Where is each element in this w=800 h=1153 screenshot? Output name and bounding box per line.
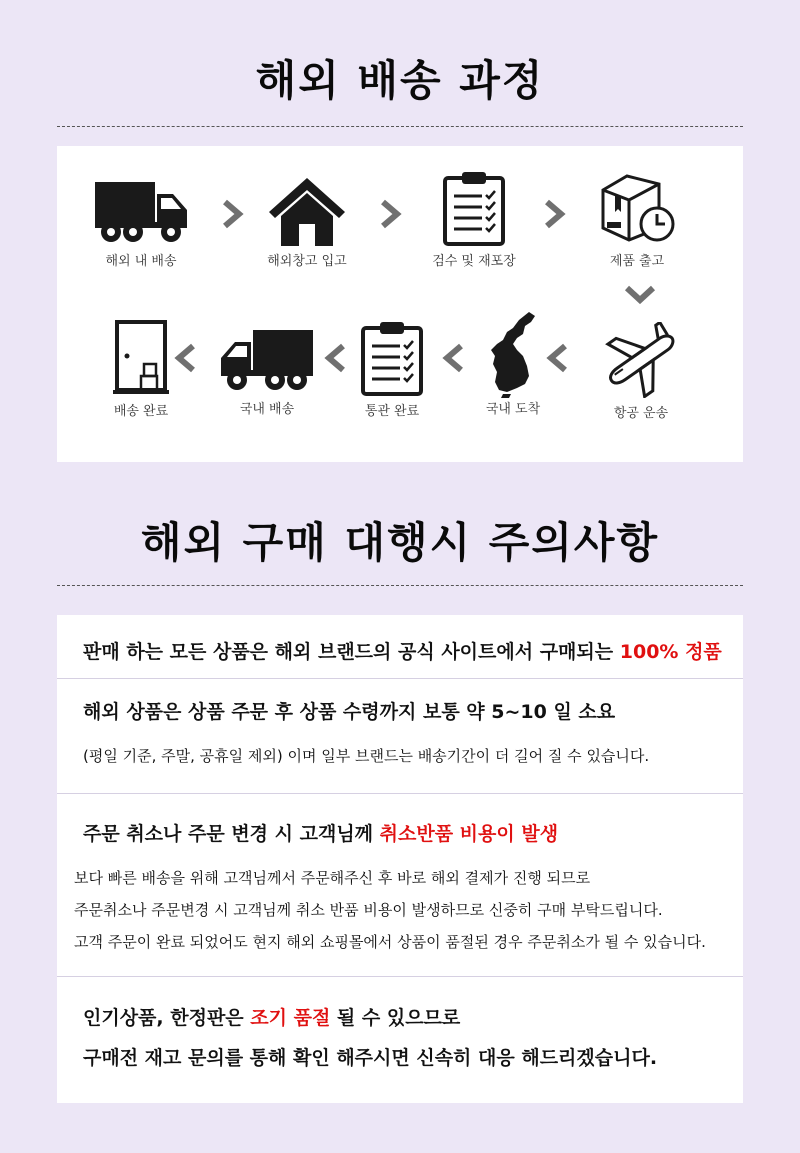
- step-label: 검수 및 재포장: [432, 254, 516, 269]
- step-inspection-repack: [414, 170, 534, 269]
- title-divider: [57, 585, 743, 586]
- airplane-icon: [601, 322, 681, 398]
- chevron-down-icon: [623, 284, 657, 306]
- section-divider: [57, 678, 743, 679]
- truck-icon: [93, 176, 189, 246]
- sold-out-line: [83, 1003, 460, 1030]
- cancel-fee-text: 주문 취소나 주문 변경 시 고객님께: [83, 823, 380, 845]
- notice-title: 해외 구매 대행시 주의사항: [140, 518, 660, 567]
- cancel-fee-highlight: 취소반품 비용이 발생: [379, 823, 559, 845]
- house-icon: [267, 176, 347, 246]
- truck-icon: [219, 324, 315, 394]
- clipboard-check-icon: [442, 170, 506, 246]
- chevron-right-icon: [543, 198, 567, 230]
- step-customs-clearance: [332, 320, 452, 419]
- delivery-time-note: (평일 기준, 주말, 공휴일 제외) 이며 일부 브랜드는 배송기간이 더 길어 질 수 있습니다.: [83, 747, 650, 765]
- step-delivery-complete: [81, 320, 201, 419]
- step-label: 제품 출고: [609, 254, 665, 269]
- step-air-transport: [581, 322, 701, 421]
- section-divider: [57, 793, 743, 794]
- cancel-fee-detail-3: 고객 주문이 완료 되었어도 현지 해외 쇼핑몰에서 상품이 품절된 경우 주문취소가 될 수 있습니다.: [74, 933, 706, 951]
- door-package-icon: [111, 320, 171, 396]
- step-label: 배송 완료: [113, 404, 169, 419]
- step-label: 국내 도착: [485, 402, 541, 417]
- step-label: 해외창고 입고: [267, 254, 347, 269]
- chevron-right-icon: [221, 198, 245, 230]
- sold-out-pre: 인기상품, 한정판은: [83, 1007, 251, 1029]
- step-label: 해외 내 배송: [105, 254, 177, 269]
- step-product-shipout: [577, 172, 697, 269]
- clipboard-check-icon: [360, 320, 424, 396]
- step-domestic-delivery: [207, 324, 327, 417]
- korea-map-icon: [483, 310, 543, 398]
- step-label: 항공 운송: [613, 406, 669, 421]
- stock-inquiry-line: 구매전 재고 문의를 통해 확인 해주시면 신속히 대응 해드리겠습니다.: [83, 1047, 658, 1069]
- step-label: 통관 완료: [364, 404, 420, 419]
- notice-genuine-line: [83, 637, 722, 664]
- genuine-text: 판매 하는 모든 상품은 해외 브랜드의 공식 사이트에서 구매되는: [83, 641, 620, 663]
- title-divider: [57, 126, 743, 127]
- sold-out-post: 될 수 있으므로: [330, 1007, 461, 1029]
- notice-panel: [57, 615, 743, 1103]
- cancel-fee-detail-1: 보다 빠른 배송을 위해 고객님께서 주문해주신 후 바로 해외 결제가 진행 되므로: [74, 869, 591, 887]
- delivery-time-line: 해외 상품은 상품 주문 후 상품 수령까지 보통 약 5~10 일 소요: [83, 701, 616, 723]
- genuine-highlight: 100% 정품: [619, 641, 722, 663]
- process-title: 해외 배송 과정: [255, 56, 545, 105]
- box-clock-icon: [597, 172, 677, 246]
- cancel-fee-line: [83, 819, 558, 846]
- step-overseas-delivery: [81, 176, 201, 269]
- sold-out-highlight: 조기 품절: [250, 1007, 331, 1029]
- step-warehouse-arrival: [247, 176, 367, 269]
- step-label: 국내 배송: [239, 402, 295, 417]
- step-domestic-arrival: [453, 310, 573, 417]
- cancel-fee-detail-2: 주문취소나 주문변경 시 고객님께 취소 반품 비용이 발생하므로 신중히 구매 부탁드립니다.: [74, 901, 663, 919]
- section-divider: [57, 976, 743, 977]
- process-panel: [57, 146, 743, 462]
- chevron-right-icon: [379, 198, 403, 230]
